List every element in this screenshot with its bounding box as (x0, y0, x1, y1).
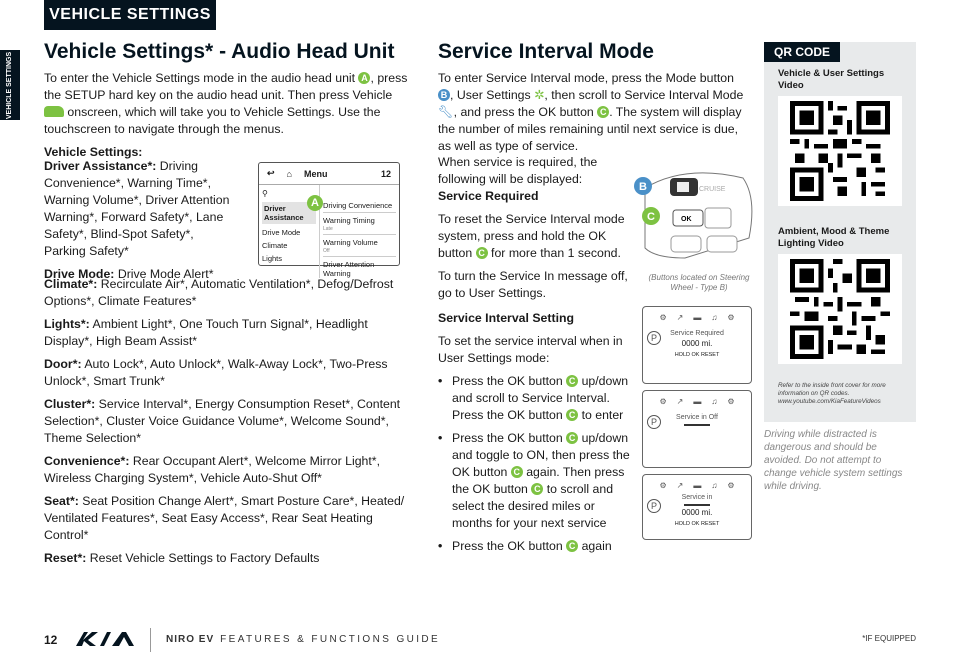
service-intro: To enter Service Interval mode, press the Mode button B , User Settings ✲, then scroll to Service Interval Mode 🔧︎, and press the OK button C . The system will display the number of miles remaining until next service is due, as well as type of service. (438, 71, 744, 153)
back-icon: ↩ (267, 168, 275, 178)
right-page-title: Service Interval Mode (438, 40, 654, 63)
cluster-service-in: ⚙ ↗ ▬ ♫ ⚙ P Service in 0000 mi. HOLD OK RESET (642, 474, 752, 540)
hu-menu-lights: Lights (262, 254, 283, 263)
qr-note: Refer to the inside front cover for more information on QR codes. www.youtube.com/KiaFeatureVideos (778, 382, 886, 405)
badge-b: B (438, 89, 450, 101)
badge-b-callout: B (639, 181, 647, 193)
ok-button-label: OK (681, 216, 692, 223)
hu-menu-driver-assistance: Driver Assistance (262, 202, 316, 224)
wrench-icon: 🔧︎ (438, 105, 454, 119)
home-icon: ⌂ (286, 168, 292, 179)
steering-wheel-buttons (625, 158, 757, 270)
footer-separator (150, 628, 151, 652)
badge-a-callout: A (307, 195, 323, 211)
hu-menu-warning-volume: Warning Volume (323, 238, 378, 247)
hu-menu-driving-convenience: Driving Convenience (323, 201, 396, 213)
car-icon (44, 106, 64, 117)
cluster-service-off: ⚙ ↗ ▬ ♫ ⚙ P Service in Off (642, 390, 752, 468)
qr-tag: QR CODE (764, 42, 840, 62)
qr-title-vehicle-settings: Vehicle & User Settings Video (778, 68, 885, 91)
footer-if-equipped: *IF EQUIPPED (862, 634, 916, 643)
step-1: • Press the OK button C up/down and scroll to Service Interval. Press the OK button C to enter (438, 373, 630, 424)
service-required-block: When service is required, the following will be displayed: Service Required To reset the Service Interval mode system, press and hold the OK button C for more than 1 second. To turn the Service In message off, go to User Settings. Service Interval Setting To set the service interval when in User Settings mode: • Press the OK button C up/down and scroll to Service Interval. Press the OK button C to enter • Press the OK button C up/down and toggle to ON, then press the OK button C again. Then press the OK button C to scroll and select the desired miles or months for your next service • Press the OK button C again (438, 154, 630, 561)
search-icon: ⚲ (262, 189, 268, 198)
setting-heading: Service Interval Setting (438, 311, 575, 325)
badge-c: C (597, 106, 609, 118)
driving-warning: Driving while distracted is dangerous and should be avoided. Do not attempt to change vehicle system settings while driving. (764, 429, 903, 492)
menu-label: Menu (303, 168, 328, 179)
gear-icon: ✲ (534, 88, 545, 102)
cluster-service-required: ⚙ ↗ ▬ ♫ ⚙ P Service Required 0000 mi. HOLD OK RESET (642, 306, 752, 384)
step-3: • Press the OK button C again (438, 538, 630, 555)
page-number: 12 (44, 633, 58, 647)
settings-heading: Vehicle Settings: (44, 145, 143, 159)
settings-item-driver-assistance: Driver Assistance*: Driving Convenience*, Warning Time*, Warning Volume*, Driver Attention Warning*, Forward Safety*, Lane Safety*, Blind-Spot Safety*, Parking Safety* Drive Mode: Drive Mode Alert* (44, 159, 230, 281)
head-unit-screen: ↩ ⌂ Menu 12 ⚲ Driver Assistance Drive Mode Climate Lights Driving Convenience Warning Timing Late Warning Volume Off Driver Attention Warning A (258, 162, 400, 266)
left-page-title: Vehicle Settings* - Audio Head Unit (44, 40, 395, 63)
steering-caption: (Buttons located on Steering Wheel - Type B) (648, 273, 750, 292)
left-intro: To enter the Vehicle Settings mode in the audio head unit A , press the SETUP hard key on the audio head unit. Then press Vehicle onscreen, which will take you to Vehicle Settings. Use the touchscreen to navigate through the menus. Vehicle Settings: (44, 70, 414, 167)
hu-menu-warning-timing: Warning Timing (323, 216, 375, 225)
section-tab: VEHICLE SETTINGS (44, 0, 216, 30)
steps-list (438, 373, 630, 555)
qr-code-ambient-lighting[interactable] (778, 254, 902, 364)
hu-menu-climate: Climate (262, 241, 288, 250)
step-2: • Press the OK button C up/down and toggle to ON, then press the OK button C again. Then press the OK button C to scroll and select the desired miles or months for your next service (438, 430, 630, 532)
hu-menu-driver-attention: Driver Attention Warning (323, 260, 375, 278)
side-section-tab: VEHICLE SETTINGS (0, 50, 20, 120)
service-required-label: Service Required (438, 189, 539, 203)
hu-menu-drive-mode: Drive Mode (262, 228, 301, 237)
kia-logo (74, 629, 138, 649)
cruise-label: CRUISE (699, 186, 726, 193)
footer-guide: NIRO EV FEATURES & FUNCTIONS GUIDE (166, 634, 441, 645)
badge-a: A (358, 72, 370, 84)
settings-list: Climate*: Recirculate Air*, Automatic Ventilation*, Defog/Defrost Options*, Climate Features* Lights*: Ambient Light*, One Touch Turn Signal*, Headlight Display*, High Beam Assist* Door*: Auto Lock*, Auto Unlock*, Walk-Away Lock*, Two-Press Unlock*, Smart Trunk* Cluster*: Service Interval*, Energy Consumption Reset*, Content Selection*, Cluster Voice Guidance Volume*, Welcome Sound*, Theme Selection* Convenience*: Rear Occupant Alert*, Welcome Mirror Light*, Wireless Charging System*, Vehicle Auto-Shut Off* Seat*: Seat Position Change Alert*, Smart Posture Care*, Heated/ Ventilated Features*, Seat Easy Access*, Rear Seat Heating Control* Reset*: Reset Vehicle Settings to Factory Defaults (44, 277, 405, 565)
clock: 12 (380, 168, 391, 179)
qr-title-ambient-lighting: Ambient, Mood & Theme Lighting Video (778, 226, 890, 249)
qr-code-vehicle-settings[interactable] (778, 96, 902, 206)
badge-c-callout: C (647, 211, 655, 223)
